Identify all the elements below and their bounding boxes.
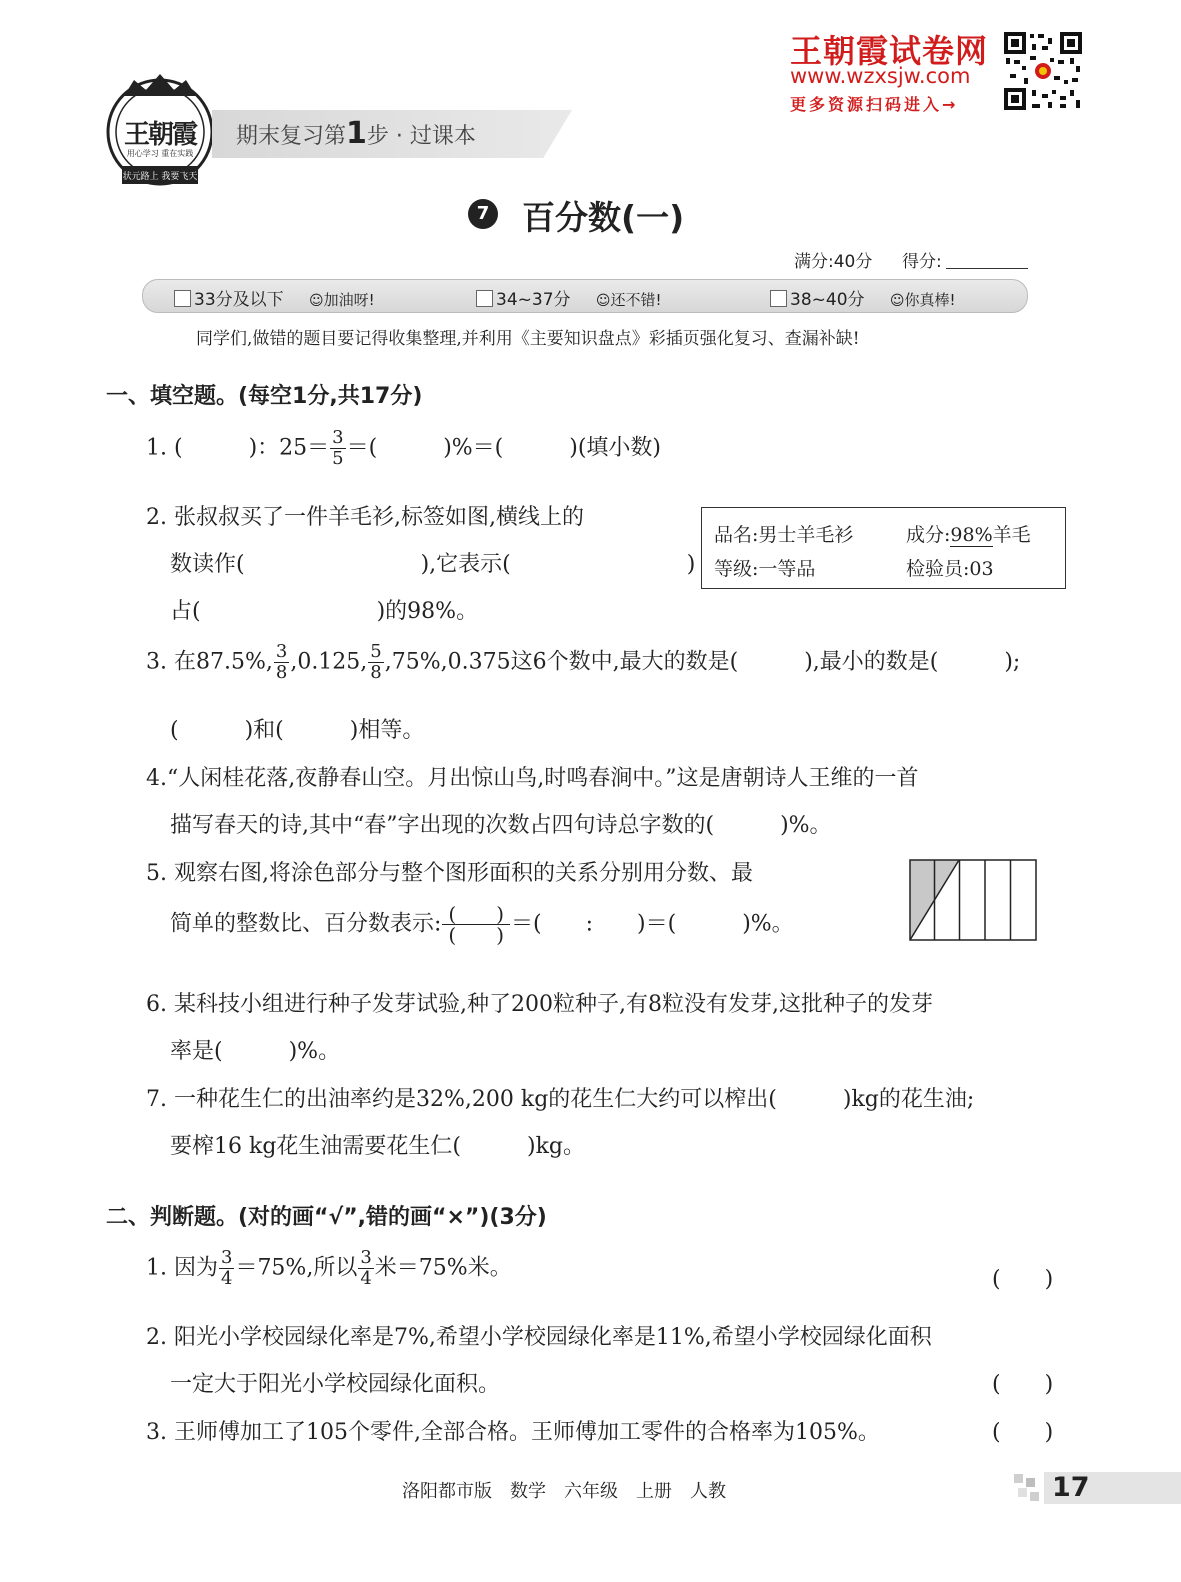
smiley-icon: ☺	[595, 293, 611, 309]
answer-paren[interactable]: ( )	[992, 1420, 1054, 1445]
j1-text-b: ＝75%,所以	[235, 1255, 358, 1281]
site-url[interactable]: www.wzxsjw.com	[790, 64, 971, 88]
rating-option-3[interactable]	[770, 285, 956, 310]
section-2-title: 二、判断题。(对的画“√”,错的画“×”)(3分)	[106, 1205, 547, 1230]
label-comp-suffix: 羊毛	[992, 524, 1031, 546]
label-product-name: 品名:男士羊毛衫	[714, 524, 854, 546]
fraction-denominator: 4	[360, 1268, 372, 1289]
logo-ribbon: 状元路上 我要飞天	[122, 172, 198, 182]
banner-prefix: 期末复习第	[236, 124, 347, 149]
study-tip: 同学们,做错的题目要记得收集整理,并利用《主要知识盘点》彩插页强化复习、查漏补缺!	[196, 329, 860, 349]
fraction-denominator: 4	[220, 1268, 233, 1289]
q3-text-b: ,0.125,	[290, 649, 368, 675]
section-1-title: 一、填空题。(每空1分,共17分)	[106, 384, 423, 409]
rating-comment: 你真棒!	[904, 291, 956, 309]
fraction-numerator: 5	[370, 641, 382, 662]
site-name: 王朝霞试卷网	[790, 32, 989, 70]
q3-text-a: 3. 在87.5%,	[146, 649, 273, 675]
label-inspector: 检验员:03	[906, 558, 994, 580]
rating-comment: 加油呀!	[323, 291, 375, 309]
question-1-7-line-2: 要榨16 kg花生油需要花生仁( )kg。	[170, 1134, 585, 1159]
fraction	[358, 1248, 373, 1289]
rating-range: 33分及以下	[194, 290, 284, 310]
fraction-numerator: 3	[360, 1247, 372, 1268]
question-1-5-line-1: 5. 观察右图,将涂色部分与整个图形面积的关系分别用分数、最	[146, 861, 753, 886]
shaded-rectangle-figure	[909, 859, 1037, 945]
site-cta: 更多资源扫码进入→	[790, 95, 959, 114]
j1-text-a: 1. 因为	[146, 1255, 218, 1281]
fraction-denominator: 8	[370, 662, 382, 683]
brand-logo	[104, 66, 216, 192]
label-comp-prefix: 成分:	[906, 524, 951, 546]
j1-text-c: 米＝75%米。	[374, 1255, 512, 1281]
lesson-number-badge: 7	[468, 199, 498, 229]
question-2-2-line-2: 一定大于阳光小学校园绿化面积。	[170, 1372, 501, 1397]
score-label: 得分:	[902, 252, 942, 272]
review-banner-text	[236, 116, 476, 151]
question-1-1	[146, 428, 661, 469]
footer-edition: 洛阳都市版 数学 六年级 上册 人教	[402, 1481, 726, 1502]
rating-range: 38~40分	[790, 290, 865, 310]
question-2-3: 3. 王师傅加工了105个零件,全部合格。王师傅加工零件的合格率为105%。	[146, 1420, 880, 1445]
fraction-denominator: ( )	[448, 923, 505, 947]
rating-comment: 还不错!	[610, 291, 662, 309]
question-1-6-line-2: 率是( )%。	[170, 1039, 341, 1064]
question-1-5-line-2	[170, 904, 794, 945]
q3-text-c: ,75%,0.375这6个数中,最大的数是( ),最小的数是( );	[384, 649, 1021, 675]
fraction-numerator: 3	[220, 1247, 233, 1268]
logo-text: 王朝霞	[123, 120, 196, 150]
question-1-2-line-3: 占( )的98%。	[170, 599, 479, 624]
question-2-2-line-1: 2. 阳光小学校园绿化率是7%,希望小学校园绿化率是11%,希望小学校园绿化面积	[146, 1325, 932, 1350]
fraction	[274, 642, 289, 683]
q5-text-b: ＝( : )＝( )%。	[511, 911, 794, 937]
question-1-3-line-2: ( )和( )相等。	[170, 718, 425, 743]
question-2-1	[146, 1248, 512, 1289]
qr-code[interactable]	[1002, 30, 1084, 112]
fraction-denominator: 8	[275, 662, 288, 683]
full-score: 满分:40分	[794, 252, 873, 272]
rating-range: 34~37分	[496, 290, 571, 310]
question-1-4-line-2: 描写春天的诗,其中“春”字出现的次数占四句诗总字数的( )%。	[170, 813, 832, 838]
fraction-blank[interactable]	[442, 904, 510, 945]
question-1-7-line-1: 7. 一种花生仁的出油率约是32%,200 kg的花生仁大约可以榨出( )kg的花生油;	[146, 1087, 975, 1112]
banner-step: 1	[346, 116, 367, 151]
logo-subtext: 用心学习 重在实践	[126, 149, 194, 158]
banner-suffix: 步 · 过课本	[366, 124, 476, 149]
rating-checkbox[interactable]	[174, 290, 191, 307]
fraction	[219, 1248, 234, 1289]
smiley-icon: ☺	[889, 293, 905, 309]
q1-text-a: 1. ( )：25＝	[146, 435, 330, 461]
answer-paren[interactable]: ( )	[992, 1267, 1054, 1292]
rating-checkbox[interactable]	[476, 290, 493, 307]
question-1-6-line-1: 6. 某科技小组进行种子发芽试验,种了200粒种子,有8粒没有发芽,这批种子的发芽	[146, 992, 933, 1017]
question-1-4-line-1: 4.“人闲桂花落,夜静春山空。月出惊山鸟,时鸣春涧中。”这是唐朝诗人王维的一首	[146, 766, 919, 791]
label-comp-percent: 98%	[950, 524, 993, 546]
label-composition	[906, 520, 1031, 547]
fraction-numerator: 3	[332, 427, 344, 448]
q5-text-a: 简单的整数比、百分数表示:	[170, 911, 442, 937]
score-blank[interactable]	[946, 268, 1028, 269]
page-title: 百分数(一)	[522, 198, 685, 237]
footer-deco	[1014, 1474, 1042, 1504]
label-grade: 等级:一等品	[714, 558, 816, 580]
question-1-2-line-2: 数读作( ),它表示( )	[170, 552, 696, 577]
fraction-numerator: 3	[275, 641, 288, 662]
clothing-label-box	[701, 507, 1066, 589]
rating-option-2[interactable]	[476, 285, 662, 310]
fraction	[330, 428, 345, 469]
smiley-icon: ☺	[309, 293, 324, 309]
answer-paren[interactable]: ( )	[992, 1372, 1054, 1397]
fraction-numerator: ( )	[442, 904, 510, 925]
page-number: 17	[1052, 1472, 1090, 1503]
rating-checkbox[interactable]	[770, 290, 787, 307]
rating-option-1[interactable]	[174, 285, 375, 310]
question-1-2-line-1: 2. 张叔叔买了一件羊毛衫,标签如图,横线上的	[146, 505, 584, 530]
fraction	[368, 642, 383, 683]
fraction-denominator: 5	[332, 448, 344, 469]
question-1-3-line-1	[146, 642, 1020, 683]
q1-text-b: ＝( )%＝( )(填小数)	[346, 435, 662, 461]
